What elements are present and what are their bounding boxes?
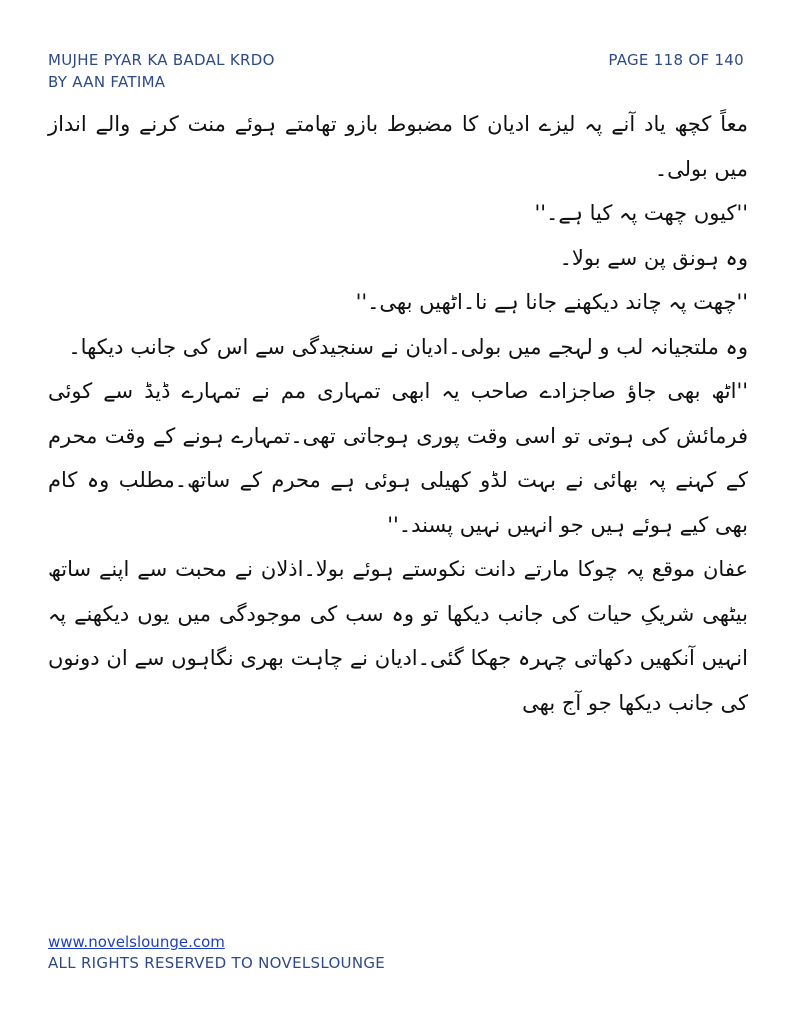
rights-notice: ALL RIGHTS RESERVED TO NOVELSLOUNGE [48,954,386,972]
page-header-left [48,49,275,93]
author-line: BY AAN FATIMA [48,73,166,91]
story-body [48,102,748,725]
page-indicator: PAGE 118 OF 140 [608,51,744,69]
paragraph: وہ ملتجیانہ لب و لہجے میں بولی۔ادیان نے سنجیدگی سے اس کی جانب دیکھا۔ [68,334,748,359]
paragraph: ''کیوں چھت پہ کیا ہے۔'' [534,201,748,225]
paragraph: معاً کچھ یاد آنے پہ لیزے ادیان کا مضبوط بازو تھامتے ہوئے منت کرنے والے انداز میں بولی۔ [48,112,748,181]
paragraph: ''اٹھ بھی جاؤ صاجزادے صاحب یہ ابھی تمہاری مم نے تمہارے ڈیڈ سے کوئی فرمائش کی ہوتی تو اسی وقت پوری ہوجاتی تھی۔تمہارے ہونے کے وقت محرم کے کہنے پہ بھائی نے بہت لڈو کھیلی ہوئی ہے محرم کے ساتھ۔مطلب وہ کام بھی کیے ہوئے ہیں جو انہیں نہیں پسند۔'' [48,379,748,537]
paragraph: ''چھت پہ چاند دیکھنے جانا ہے نا۔اٹھیں بھی۔'' [355,290,748,314]
page-footer [48,932,385,974]
website-link[interactable]: www.novelslounge.com [48,933,225,951]
paragraph: عفان موقع پہ چوکا مارتے دانت نکوستے ہوئے بولا۔اذلان نے محبت سے اپنے ساتھ بیٹھی شریکِ حیات کی جانب دیکھا تو وہ سب کی موجودگی میں یوں دیکھنے پہ انہیں آنکھیں دکھاتی چہرہ جھکا گئی۔ادیان نے چاہت بھری نگاہوں سے ان دونوں کی جانب دیکھا جو آج بھی [48,557,748,715]
novel-title: MUJHE PYAR KA BADAL KRDO [48,51,275,69]
paragraph: وہ ہونق پن سے بولا۔ [559,245,748,270]
